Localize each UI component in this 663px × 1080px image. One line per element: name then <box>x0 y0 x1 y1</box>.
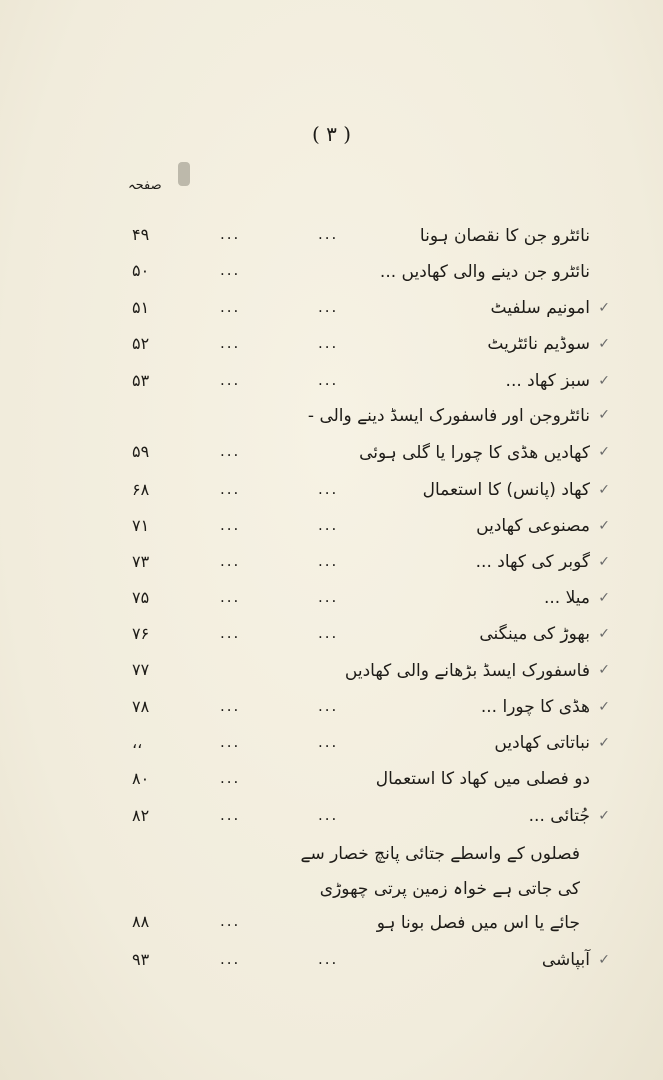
toc-page: ۵۹ <box>132 442 150 461</box>
leader-dots: ... <box>220 225 241 243</box>
toc-title: نائٹروجن اور فاسفورک ایسڈ دینے والی - <box>307 406 590 426</box>
toc-title: جائے یا اس میں فصل بونا ہو <box>376 913 580 933</box>
toc-title: بھوڑ کی مینگنی <box>479 624 590 644</box>
check-mark-icon: ✓ <box>598 808 610 824</box>
toc-entry <box>120 660 610 690</box>
toc-page: ۷۵ <box>132 588 150 607</box>
toc-entry <box>120 371 610 401</box>
leader-dots: ... <box>220 624 241 642</box>
page-column-header: صفحہ <box>128 178 162 193</box>
toc-page: ۸۰ <box>132 769 150 788</box>
toc-entry <box>120 405 610 435</box>
toc-entry <box>120 552 610 582</box>
check-mark-icon: ✓ <box>598 407 610 423</box>
toc-continuation-line: کی جاتی ہے خواہ زمین پرتی چھوڑی <box>319 879 580 899</box>
leader-dots: ... <box>220 552 241 570</box>
check-mark-icon: ✓ <box>598 626 610 642</box>
toc-page: ۵۳ <box>132 371 150 390</box>
toc-title: ھڈی کا چورا ... <box>480 697 590 717</box>
leader-dots: ... <box>220 261 241 279</box>
leader-dots: ... <box>220 733 241 751</box>
toc-page: ۵۱ <box>132 298 150 317</box>
check-mark-icon: ✓ <box>598 518 610 534</box>
toc-page: ۷۳ <box>132 552 150 571</box>
leader-dots: ... <box>220 806 241 824</box>
toc-title: کھاد (پانس) کا استعمال <box>422 480 590 500</box>
toc-title: فاسفورک ایسڈ بڑھانے والی کھادیں <box>344 661 590 681</box>
toc-page: ۸۸ <box>132 912 150 931</box>
leader-dots: ... <box>318 371 339 389</box>
leader-dots: ... <box>318 225 339 243</box>
leader-dots: ... <box>318 733 339 751</box>
check-mark-icon: ✓ <box>598 373 610 389</box>
toc-page: ۶۸ <box>132 480 150 499</box>
check-mark-icon: ✓ <box>598 952 610 968</box>
toc-page: ۵۰ <box>132 261 150 280</box>
leader-dots: ... <box>220 442 241 460</box>
toc-title: نائٹرو جن کا نقصان ہونا <box>419 226 590 246</box>
toc-entry <box>120 225 590 255</box>
leader-dots: ... <box>318 552 339 570</box>
toc-title: مصنوعی کھادیں <box>476 516 590 536</box>
leader-dots: ... <box>318 588 339 606</box>
check-mark-icon: ✓ <box>598 699 610 715</box>
leader-dots: ... <box>220 298 241 316</box>
toc-title: نباتاتی کھادیں <box>494 733 590 753</box>
toc-entry <box>120 442 610 472</box>
toc-title: کھادیں ھڈی کا چورا یا گلی ہوئی <box>359 443 590 463</box>
leader-dots: ... <box>318 516 339 534</box>
toc-title: نائٹرو جن دینے والی کھادیں ... <box>379 262 590 282</box>
leader-dots: ... <box>318 806 339 824</box>
leader-dots: ... <box>220 769 241 787</box>
ink-smudge <box>178 162 190 186</box>
leader-dots: ... <box>220 480 241 498</box>
check-mark-icon: ✓ <box>598 662 610 678</box>
toc-entry <box>120 912 590 942</box>
toc-title: آبپاشی <box>541 950 590 970</box>
toc-entry <box>120 334 610 364</box>
toc-title: جُتائی ... <box>528 806 590 826</box>
toc-entry <box>120 697 610 727</box>
toc-page: ۹۳ <box>132 950 150 969</box>
toc-page: ۷۱ <box>132 516 150 535</box>
toc-title: دو فصلی میں کھاد کا استعمال <box>375 769 590 789</box>
leader-dots: ... <box>220 371 241 389</box>
check-mark-icon: ✓ <box>598 300 610 316</box>
toc-title: امونیم سلفیٹ <box>490 298 590 318</box>
check-mark-icon: ✓ <box>598 735 610 751</box>
page-number: ( ۳ ) <box>311 122 352 146</box>
check-mark-icon: ✓ <box>598 554 610 570</box>
leader-dots: ... <box>220 588 241 606</box>
toc-entry <box>120 298 610 328</box>
toc-title: میلا ... <box>544 588 590 608</box>
toc-entry <box>120 624 610 654</box>
toc-title: سبز کھاد ... <box>505 371 590 391</box>
leader-dots: ... <box>318 298 339 316</box>
toc-page: ،، <box>132 733 143 752</box>
leader-dots: ... <box>220 950 241 968</box>
toc-page: ۷۸ <box>132 697 150 716</box>
leader-dots: ... <box>318 950 339 968</box>
leader-dots: ... <box>318 480 339 498</box>
toc-continuation-line: فصلوں کے واسطے جتائی پانچ خصار سے <box>300 844 580 864</box>
toc-page: ۴۹ <box>132 225 150 244</box>
toc-entry <box>120 588 610 618</box>
leader-dots: ... <box>220 697 241 715</box>
leader-dots: ... <box>220 334 241 352</box>
toc-entry <box>120 480 610 510</box>
leader-dots: ... <box>220 516 241 534</box>
toc-entry <box>120 733 610 763</box>
toc-entry <box>120 950 610 980</box>
toc-title: سوڈیم نائٹریٹ <box>487 334 590 354</box>
toc-page: ۷۶ <box>132 624 150 643</box>
toc-page: ۷۷ <box>132 660 150 679</box>
check-mark-icon: ✓ <box>598 444 610 460</box>
toc-page: ۸۲ <box>132 806 150 825</box>
toc-entry <box>120 769 590 799</box>
check-mark-icon: ✓ <box>598 336 610 352</box>
toc-entry <box>120 261 590 291</box>
toc-entry <box>120 516 610 546</box>
leader-dots: ... <box>318 334 339 352</box>
toc-entry <box>120 806 610 836</box>
toc-title: گوبر کی کھاد ... <box>475 552 590 572</box>
leader-dots: ... <box>318 697 339 715</box>
leader-dots: ... <box>220 912 241 930</box>
leader-dots: ... <box>318 624 339 642</box>
toc-page: ۵۲ <box>132 334 150 353</box>
check-mark-icon: ✓ <box>598 482 610 498</box>
check-mark-icon: ✓ <box>598 590 610 606</box>
